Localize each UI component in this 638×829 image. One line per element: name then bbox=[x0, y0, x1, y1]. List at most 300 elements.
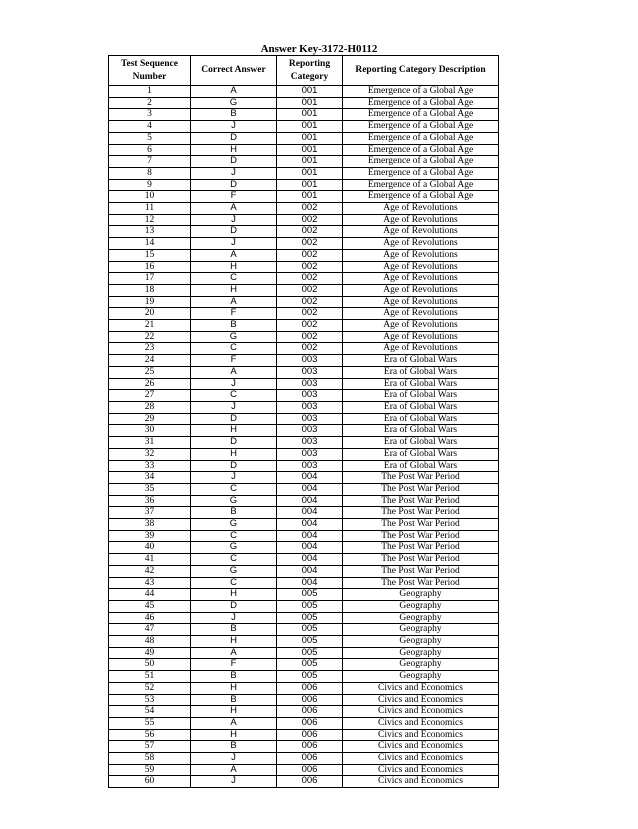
table-row bbox=[109, 238, 499, 250]
category-description-cell: The Post War Period bbox=[343, 483, 499, 495]
test-sequence-cell: 48 bbox=[109, 636, 191, 648]
test-sequence-cell: 6 bbox=[109, 144, 191, 156]
test-sequence-cell: 57 bbox=[109, 741, 191, 753]
reporting-category-cell: 005 bbox=[277, 624, 343, 636]
reporting-category-cell: 001 bbox=[277, 121, 343, 133]
test-sequence-cell: 56 bbox=[109, 729, 191, 741]
test-sequence-cell: 5 bbox=[109, 132, 191, 144]
category-description-cell: Emergence of a Global Age bbox=[343, 109, 499, 121]
category-description-cell: Age of Revolutions bbox=[343, 284, 499, 296]
reporting-category-cell: 005 bbox=[277, 647, 343, 659]
table-row bbox=[109, 448, 499, 460]
table-row bbox=[109, 203, 499, 215]
test-sequence-cell: 24 bbox=[109, 355, 191, 367]
category-description-cell: The Post War Period bbox=[343, 495, 499, 507]
table-row bbox=[109, 682, 499, 694]
reporting-category-cell: 001 bbox=[277, 132, 343, 144]
test-sequence-cell: 36 bbox=[109, 495, 191, 507]
category-description-cell: The Post War Period bbox=[343, 577, 499, 589]
category-description-cell: Age of Revolutions bbox=[343, 261, 499, 273]
table-row bbox=[109, 179, 499, 191]
reporting-category-cell: 003 bbox=[277, 448, 343, 460]
correct-answer-cell: H bbox=[191, 144, 277, 156]
correct-answer-cell: G bbox=[191, 542, 277, 554]
correct-answer-cell: J bbox=[191, 167, 277, 179]
test-sequence-cell: 38 bbox=[109, 519, 191, 531]
header-correct-answer: Correct Answer bbox=[191, 56, 277, 86]
category-description-cell: Era of Global Wars bbox=[343, 401, 499, 413]
table-row bbox=[109, 565, 499, 577]
table-body bbox=[109, 86, 499, 788]
table-row bbox=[109, 437, 499, 449]
correct-answer-cell: G bbox=[191, 565, 277, 577]
test-sequence-cell: 44 bbox=[109, 589, 191, 601]
table-row bbox=[109, 717, 499, 729]
category-description-cell: The Post War Period bbox=[343, 542, 499, 554]
table-row bbox=[109, 659, 499, 671]
category-description-cell: Emergence of a Global Age bbox=[343, 167, 499, 179]
table-row bbox=[109, 320, 499, 332]
correct-answer-cell: A bbox=[191, 86, 277, 98]
test-sequence-cell: 23 bbox=[109, 343, 191, 355]
table-row bbox=[109, 191, 499, 203]
table-row bbox=[109, 425, 499, 437]
reporting-category-cell: 006 bbox=[277, 694, 343, 706]
header-category-description: Reporting Category Description bbox=[343, 56, 499, 86]
reporting-category-cell: 001 bbox=[277, 86, 343, 98]
test-sequence-cell: 19 bbox=[109, 296, 191, 308]
correct-answer-cell: H bbox=[191, 448, 277, 460]
header-row bbox=[109, 56, 499, 86]
header-test-sequence bbox=[109, 56, 191, 86]
test-sequence-cell: 53 bbox=[109, 694, 191, 706]
table-row bbox=[109, 542, 499, 554]
correct-answer-cell: C bbox=[191, 554, 277, 566]
category-description-cell: Civics and Economics bbox=[343, 776, 499, 788]
category-description-cell: Geography bbox=[343, 589, 499, 601]
category-description-cell: Age of Revolutions bbox=[343, 226, 499, 238]
table-row bbox=[109, 308, 499, 320]
reporting-category-cell: 003 bbox=[277, 366, 343, 378]
table-row bbox=[109, 507, 499, 519]
table-row bbox=[109, 167, 499, 179]
table-row bbox=[109, 589, 499, 601]
correct-answer-cell: C bbox=[191, 343, 277, 355]
table-row bbox=[109, 647, 499, 659]
table-row bbox=[109, 97, 499, 109]
reporting-category-cell: 003 bbox=[277, 390, 343, 402]
category-description-cell: Geography bbox=[343, 636, 499, 648]
reporting-category-cell: 006 bbox=[277, 753, 343, 765]
test-sequence-cell: 54 bbox=[109, 706, 191, 718]
correct-answer-cell: J bbox=[191, 612, 277, 624]
reporting-category-cell: 001 bbox=[277, 156, 343, 168]
category-description-cell: Age of Revolutions bbox=[343, 331, 499, 343]
category-description-cell: Era of Global Wars bbox=[343, 413, 499, 425]
test-sequence-cell: 1 bbox=[109, 86, 191, 98]
reporting-category-cell: 002 bbox=[277, 249, 343, 261]
header-reporting-category-line1: Reporting bbox=[288, 58, 331, 69]
reporting-category-cell: 006 bbox=[277, 706, 343, 718]
test-sequence-cell: 27 bbox=[109, 390, 191, 402]
table-row bbox=[109, 624, 499, 636]
test-sequence-cell: 11 bbox=[109, 203, 191, 215]
reporting-category-cell: 003 bbox=[277, 401, 343, 413]
correct-answer-cell: H bbox=[191, 706, 277, 718]
reporting-category-cell: 004 bbox=[277, 542, 343, 554]
table-row bbox=[109, 706, 499, 718]
reporting-category-cell: 004 bbox=[277, 577, 343, 589]
test-sequence-cell: 31 bbox=[109, 437, 191, 449]
reporting-category-cell: 003 bbox=[277, 460, 343, 472]
correct-answer-cell: A bbox=[191, 203, 277, 215]
correct-answer-cell: G bbox=[191, 97, 277, 109]
test-sequence-cell: 41 bbox=[109, 554, 191, 566]
category-description-cell: Age of Revolutions bbox=[343, 343, 499, 355]
table-row bbox=[109, 741, 499, 753]
test-sequence-cell: 49 bbox=[109, 647, 191, 659]
table-row bbox=[109, 472, 499, 484]
correct-answer-cell: F bbox=[191, 355, 277, 367]
table-row bbox=[109, 671, 499, 683]
correct-answer-cell: A bbox=[191, 366, 277, 378]
category-description-cell: Emergence of a Global Age bbox=[343, 132, 499, 144]
category-description-cell: Geography bbox=[343, 624, 499, 636]
category-description-cell: Age of Revolutions bbox=[343, 238, 499, 250]
correct-answer-cell: C bbox=[191, 483, 277, 495]
reporting-category-cell: 002 bbox=[277, 226, 343, 238]
test-sequence-cell: 13 bbox=[109, 226, 191, 238]
category-description-cell: Geography bbox=[343, 647, 499, 659]
reporting-category-cell: 004 bbox=[277, 472, 343, 484]
reporting-category-cell: 002 bbox=[277, 308, 343, 320]
reporting-category-cell: 001 bbox=[277, 97, 343, 109]
test-sequence-cell: 33 bbox=[109, 460, 191, 472]
category-description-cell: Civics and Economics bbox=[343, 753, 499, 765]
reporting-category-cell: 002 bbox=[277, 273, 343, 285]
test-sequence-cell: 26 bbox=[109, 378, 191, 390]
test-sequence-cell: 42 bbox=[109, 565, 191, 577]
reporting-category-cell: 005 bbox=[277, 671, 343, 683]
test-sequence-cell: 25 bbox=[109, 366, 191, 378]
correct-answer-cell: D bbox=[191, 179, 277, 191]
table-row bbox=[109, 764, 499, 776]
test-sequence-cell: 46 bbox=[109, 612, 191, 624]
correct-answer-cell: C bbox=[191, 530, 277, 542]
category-description-cell: Emergence of a Global Age bbox=[343, 179, 499, 191]
reporting-category-cell: 002 bbox=[277, 214, 343, 226]
header-reporting-category-line2: Category bbox=[290, 71, 329, 82]
reporting-category-cell: 002 bbox=[277, 331, 343, 343]
correct-answer-cell: D bbox=[191, 132, 277, 144]
correct-answer-cell: B bbox=[191, 741, 277, 753]
test-sequence-cell: 18 bbox=[109, 284, 191, 296]
correct-answer-cell: J bbox=[191, 472, 277, 484]
reporting-category-cell: 006 bbox=[277, 741, 343, 753]
category-description-cell: Geography bbox=[343, 612, 499, 624]
test-sequence-cell: 14 bbox=[109, 238, 191, 250]
header-test-sequence-line2: Number bbox=[132, 71, 167, 82]
correct-answer-cell: D bbox=[191, 226, 277, 238]
table-row bbox=[109, 249, 499, 261]
reporting-category-cell: 002 bbox=[277, 343, 343, 355]
category-description-cell: Civics and Economics bbox=[343, 741, 499, 753]
category-description-cell: Civics and Economics bbox=[343, 764, 499, 776]
table-row bbox=[109, 144, 499, 156]
table-row bbox=[109, 600, 499, 612]
correct-answer-cell: G bbox=[191, 495, 277, 507]
correct-answer-cell: J bbox=[191, 238, 277, 250]
test-sequence-cell: 50 bbox=[109, 659, 191, 671]
table-row bbox=[109, 331, 499, 343]
test-sequence-cell: 37 bbox=[109, 507, 191, 519]
correct-answer-cell: C bbox=[191, 577, 277, 589]
table-row bbox=[109, 636, 499, 648]
category-description-cell: Age of Revolutions bbox=[343, 320, 499, 332]
table-row bbox=[109, 284, 499, 296]
correct-answer-cell: J bbox=[191, 753, 277, 765]
test-sequence-cell: 10 bbox=[109, 191, 191, 203]
test-sequence-cell: 4 bbox=[109, 121, 191, 133]
table-row bbox=[109, 519, 499, 531]
table-row bbox=[109, 109, 499, 121]
table-row bbox=[109, 753, 499, 765]
reporting-category-cell: 005 bbox=[277, 659, 343, 671]
test-sequence-cell: 12 bbox=[109, 214, 191, 226]
correct-answer-cell: B bbox=[191, 694, 277, 706]
reporting-category-cell: 002 bbox=[277, 284, 343, 296]
category-description-cell: Civics and Economics bbox=[343, 717, 499, 729]
correct-answer-cell: H bbox=[191, 636, 277, 648]
correct-answer-cell: J bbox=[191, 214, 277, 226]
table-header bbox=[109, 56, 499, 86]
table-row bbox=[109, 343, 499, 355]
category-description-cell: Age of Revolutions bbox=[343, 249, 499, 261]
category-description-cell: Age of Revolutions bbox=[343, 308, 499, 320]
correct-answer-cell: B bbox=[191, 624, 277, 636]
reporting-category-cell: 006 bbox=[277, 776, 343, 788]
category-description-cell: Emergence of a Global Age bbox=[343, 97, 499, 109]
table-row bbox=[109, 460, 499, 472]
correct-answer-cell: H bbox=[191, 682, 277, 694]
correct-answer-cell: D bbox=[191, 156, 277, 168]
correct-answer-cell: D bbox=[191, 460, 277, 472]
category-description-cell: The Post War Period bbox=[343, 472, 499, 484]
reporting-category-cell: 006 bbox=[277, 717, 343, 729]
category-description-cell: Emergence of a Global Age bbox=[343, 121, 499, 133]
correct-answer-cell: J bbox=[191, 378, 277, 390]
reporting-category-cell: 004 bbox=[277, 519, 343, 531]
correct-answer-cell: G bbox=[191, 331, 277, 343]
category-description-cell: Emergence of a Global Age bbox=[343, 191, 499, 203]
correct-answer-cell: H bbox=[191, 589, 277, 601]
reporting-category-cell: 006 bbox=[277, 682, 343, 694]
test-sequence-cell: 40 bbox=[109, 542, 191, 554]
correct-answer-cell: B bbox=[191, 320, 277, 332]
category-description-cell: Era of Global Wars bbox=[343, 355, 499, 367]
reporting-category-cell: 002 bbox=[277, 203, 343, 215]
test-sequence-cell: 45 bbox=[109, 600, 191, 612]
category-description-cell: Emergence of a Global Age bbox=[343, 144, 499, 156]
reporting-category-cell: 004 bbox=[277, 495, 343, 507]
table-row bbox=[109, 296, 499, 308]
reporting-category-cell: 001 bbox=[277, 144, 343, 156]
table-row bbox=[109, 390, 499, 402]
reporting-category-cell: 004 bbox=[277, 507, 343, 519]
test-sequence-cell: 7 bbox=[109, 156, 191, 168]
table-row bbox=[109, 226, 499, 238]
reporting-category-cell: 004 bbox=[277, 483, 343, 495]
reporting-category-cell: 002 bbox=[277, 261, 343, 273]
category-description-cell: Era of Global Wars bbox=[343, 390, 499, 402]
correct-answer-cell: F bbox=[191, 191, 277, 203]
category-description-cell: Emergence of a Global Age bbox=[343, 86, 499, 98]
test-sequence-cell: 43 bbox=[109, 577, 191, 589]
test-sequence-cell: 58 bbox=[109, 753, 191, 765]
table-row bbox=[109, 401, 499, 413]
test-sequence-cell: 55 bbox=[109, 717, 191, 729]
header-test-sequence-line1: Test Sequence bbox=[121, 58, 178, 69]
correct-answer-cell: H bbox=[191, 729, 277, 741]
table-row bbox=[109, 554, 499, 566]
correct-answer-cell: G bbox=[191, 519, 277, 531]
test-sequence-cell: 47 bbox=[109, 624, 191, 636]
category-description-cell: Era of Global Wars bbox=[343, 366, 499, 378]
test-sequence-cell: 28 bbox=[109, 401, 191, 413]
correct-answer-cell: A bbox=[191, 647, 277, 659]
category-description-cell: The Post War Period bbox=[343, 530, 499, 542]
correct-answer-cell: B bbox=[191, 671, 277, 683]
test-sequence-cell: 34 bbox=[109, 472, 191, 484]
reporting-category-cell: 001 bbox=[277, 109, 343, 121]
category-description-cell: Era of Global Wars bbox=[343, 448, 499, 460]
test-sequence-cell: 2 bbox=[109, 97, 191, 109]
table-row bbox=[109, 530, 499, 542]
correct-answer-cell: A bbox=[191, 249, 277, 261]
category-description-cell: Era of Global Wars bbox=[343, 460, 499, 472]
reporting-category-cell: 002 bbox=[277, 296, 343, 308]
test-sequence-cell: 20 bbox=[109, 308, 191, 320]
test-sequence-cell: 39 bbox=[109, 530, 191, 542]
test-sequence-cell: 60 bbox=[109, 776, 191, 788]
test-sequence-cell: 22 bbox=[109, 331, 191, 343]
correct-answer-cell: B bbox=[191, 507, 277, 519]
test-sequence-cell: 21 bbox=[109, 320, 191, 332]
reporting-category-cell: 001 bbox=[277, 191, 343, 203]
reporting-category-cell: 003 bbox=[277, 355, 343, 367]
reporting-category-cell: 002 bbox=[277, 238, 343, 250]
category-description-cell: Geography bbox=[343, 659, 499, 671]
category-description-cell: Age of Revolutions bbox=[343, 214, 499, 226]
correct-answer-cell: F bbox=[191, 308, 277, 320]
category-description-cell: The Post War Period bbox=[343, 565, 499, 577]
correct-answer-cell: H bbox=[191, 425, 277, 437]
page-title: Answer Key-3172-H0112 bbox=[260, 43, 378, 55]
table-row bbox=[109, 612, 499, 624]
table-row bbox=[109, 378, 499, 390]
category-description-cell: Geography bbox=[343, 600, 499, 612]
correct-answer-cell: H bbox=[191, 284, 277, 296]
category-description-cell: Age of Revolutions bbox=[343, 203, 499, 215]
category-description-cell: Age of Revolutions bbox=[343, 296, 499, 308]
test-sequence-cell: 15 bbox=[109, 249, 191, 261]
table-row bbox=[109, 132, 499, 144]
category-description-cell: Era of Global Wars bbox=[343, 378, 499, 390]
answer-key-table bbox=[108, 55, 499, 788]
table-row bbox=[109, 261, 499, 273]
test-sequence-cell: 16 bbox=[109, 261, 191, 273]
reporting-category-cell: 005 bbox=[277, 636, 343, 648]
reporting-category-cell: 002 bbox=[277, 320, 343, 332]
category-description-cell: Civics and Economics bbox=[343, 706, 499, 718]
table-row bbox=[109, 273, 499, 285]
test-sequence-cell: 32 bbox=[109, 448, 191, 460]
category-description-cell: Geography bbox=[343, 671, 499, 683]
table-row bbox=[109, 156, 499, 168]
table-row bbox=[109, 413, 499, 425]
correct-answer-cell: B bbox=[191, 109, 277, 121]
header-reporting-category bbox=[277, 56, 343, 86]
test-sequence-cell: 52 bbox=[109, 682, 191, 694]
reporting-category-cell: 003 bbox=[277, 425, 343, 437]
reporting-category-cell: 005 bbox=[277, 600, 343, 612]
table-row bbox=[109, 483, 499, 495]
reporting-category-cell: 001 bbox=[277, 179, 343, 191]
correct-answer-cell: J bbox=[191, 121, 277, 133]
correct-answer-cell: J bbox=[191, 776, 277, 788]
reporting-category-cell: 004 bbox=[277, 530, 343, 542]
category-description-cell: Era of Global Wars bbox=[343, 437, 499, 449]
category-description-cell: Civics and Economics bbox=[343, 729, 499, 741]
test-sequence-cell: 3 bbox=[109, 109, 191, 121]
category-description-cell: Civics and Economics bbox=[343, 694, 499, 706]
reporting-category-cell: 001 bbox=[277, 167, 343, 179]
correct-answer-cell: J bbox=[191, 401, 277, 413]
reporting-category-cell: 004 bbox=[277, 565, 343, 577]
correct-answer-cell: D bbox=[191, 437, 277, 449]
test-sequence-cell: 35 bbox=[109, 483, 191, 495]
table-row bbox=[109, 366, 499, 378]
test-sequence-cell: 30 bbox=[109, 425, 191, 437]
test-sequence-cell: 9 bbox=[109, 179, 191, 191]
table-row bbox=[109, 776, 499, 788]
reporting-category-cell: 005 bbox=[277, 589, 343, 601]
table-row bbox=[109, 214, 499, 226]
category-description-cell: Civics and Economics bbox=[343, 682, 499, 694]
category-description-cell: The Post War Period bbox=[343, 519, 499, 531]
correct-answer-cell: D bbox=[191, 413, 277, 425]
table-row bbox=[109, 729, 499, 741]
correct-answer-cell: C bbox=[191, 390, 277, 402]
correct-answer-cell: F bbox=[191, 659, 277, 671]
reporting-category-cell: 005 bbox=[277, 612, 343, 624]
category-description-cell: The Post War Period bbox=[343, 507, 499, 519]
category-description-cell: The Post War Period bbox=[343, 554, 499, 566]
test-sequence-cell: 51 bbox=[109, 671, 191, 683]
correct-answer-cell: D bbox=[191, 600, 277, 612]
reporting-category-cell: 003 bbox=[277, 378, 343, 390]
table-row bbox=[109, 86, 499, 98]
reporting-category-cell: 006 bbox=[277, 764, 343, 776]
category-description-cell: Emergence of a Global Age bbox=[343, 156, 499, 168]
table-row bbox=[109, 694, 499, 706]
table-row bbox=[109, 121, 499, 133]
category-description-cell: Age of Revolutions bbox=[343, 273, 499, 285]
correct-answer-cell: H bbox=[191, 261, 277, 273]
correct-answer-cell: A bbox=[191, 717, 277, 729]
reporting-category-cell: 003 bbox=[277, 437, 343, 449]
table-row bbox=[109, 495, 499, 507]
